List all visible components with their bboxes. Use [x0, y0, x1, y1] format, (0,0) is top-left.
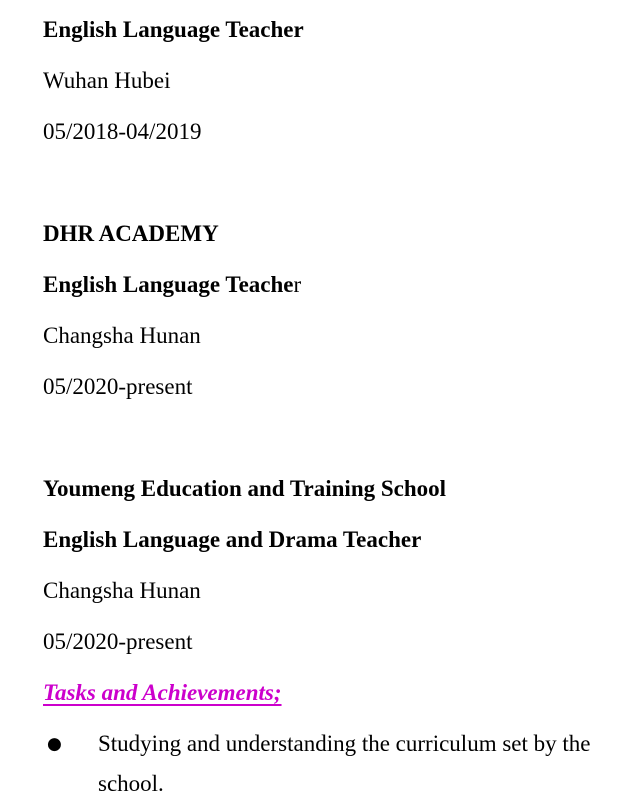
job-title: English Language Teacher	[43, 17, 304, 42]
job-dates: 05/2020-present	[43, 374, 193, 399]
bullet-list-item	[43, 724, 612, 804]
blank-line	[43, 418, 612, 458]
tasks-achievements-heading: Tasks and Achievements;	[43, 680, 282, 705]
bullet-text-line: Studying and understanding the curriculum set by the	[98, 731, 591, 756]
job-location: Wuhan Hubei	[43, 68, 171, 93]
job-title-bold-part: English Language Teache	[43, 272, 294, 297]
job-title: English Language and Drama Teacher	[43, 527, 422, 552]
bullet-text-line: school.	[98, 771, 164, 796]
job-title-regular-part: r	[293, 272, 302, 297]
employer-name: DHR ACADEMY	[43, 221, 219, 246]
bullet-icon: ●	[47, 734, 62, 754]
job-dates: 05/2018-04/2019	[43, 119, 202, 144]
job-location: Changsha Hunan	[43, 323, 201, 348]
job-title	[43, 265, 612, 305]
job-dates: 05/2020-present	[43, 629, 193, 654]
blank-line	[43, 163, 612, 203]
job-location: Changsha Hunan	[43, 578, 201, 603]
employer-name: Youmeng Education and Training School	[43, 476, 447, 501]
